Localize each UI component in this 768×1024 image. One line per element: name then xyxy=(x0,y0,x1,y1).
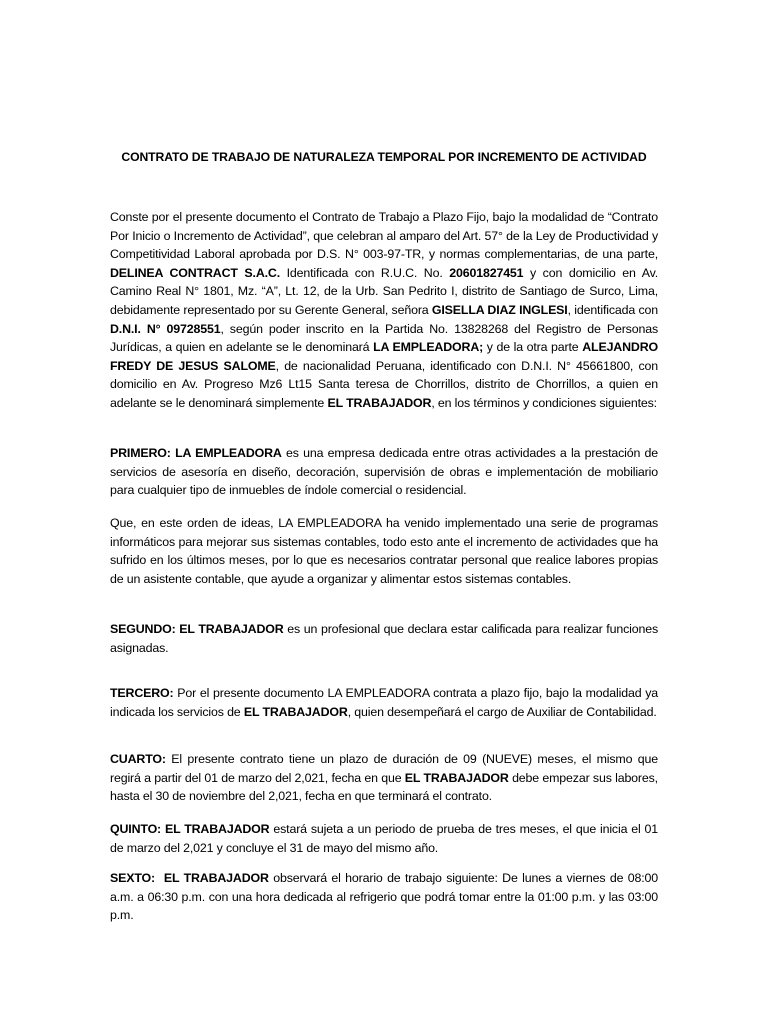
contract-title: CONTRATO DE TRABAJO DE NATURALEZA TEMPORAL POR INCREMENTO DE ACTIVIDAD xyxy=(121,150,647,164)
clause-segundo-text: es un profesional que declara estar calificada para realizar funciones asignadas. xyxy=(110,622,658,655)
clause-quinto-worker: EL TRABAJADOR xyxy=(164,822,270,836)
manager-name: GISELLA DIAZ INGLESI xyxy=(431,302,568,317)
clause-quinto-label: QUINTO: xyxy=(110,822,162,836)
intro-text-2: Identificada con R.U.C. No. xyxy=(280,265,450,280)
clause-tercero-worker: EL TRABAJADOR xyxy=(243,704,348,719)
clause-sexto-worker: EL TRABAJADOR xyxy=(163,871,269,885)
company-ruc: 20601827451 xyxy=(449,265,524,280)
clause-cuarto xyxy=(110,750,658,806)
clause-quinto xyxy=(110,820,658,857)
manager-dni: D.N.I. N° 09728551 xyxy=(110,321,221,336)
clause-tercero-text-2: , quien desempeñará el cargo de Auxiliar de Contabilidad. xyxy=(347,704,657,719)
paragraph-que: Que, en este orden de ideas, LA EMPLEADORA ha venido implementado una serie de programas informáticos para mejorar sus sistemas contables, todo esto ante el incremento de actividades que ha sufrido en los últimos meses, por lo que es necesarios contratar personal que realice labores propias de un asistente contable, que ayude a organizar y alimentar estos sistemas contables. xyxy=(110,516,658,586)
intro-text-5: , según poder inscrito en la Partida No. 13828268 del Registro de Personas Jurídicas, a quien en adelante se le denominará xyxy=(110,321,658,355)
clause-cuarto-text-1: El presente contrato tiene un plazo de duración de 09 (NUEVE) meses, el mismo que regirá a partir del 01 de marzo del 2,021, fecha en que xyxy=(110,752,658,785)
clause-quinto-text: estará sujeta a un periodo de prueba de tres meses, el que inicia el 01 de marzo del 2,021 y concluye el 31 de mayo del mismo año. xyxy=(110,822,658,855)
clause-primero-employer: LA EMPLEADORA xyxy=(175,446,282,460)
clause-primero-label: PRIMERO: xyxy=(110,446,171,460)
intro-text-8: , en los términos y condiciones siguientes: xyxy=(431,395,657,410)
clause-segundo xyxy=(110,620,658,657)
clause-sexto-label: SEXTO: xyxy=(110,871,156,885)
clause-primero-text: es una empresa dedicada entre otras actividades a la prestación de servicios de asesoría en diseño, decoración, supervisión de obras e implementación de mobiliario para cualquier tipo de inmuebles de índole comercial o residencial. xyxy=(110,446,659,498)
intro-text-4: , identificada con xyxy=(567,302,658,317)
intro-text-1: Conste por el presente documento el Contrato de Trabajo a Plazo Fijo, bajo la modalidad de “Contrato Por Inicio o Incremento de Actividad”, que celebran al amparo del Art. 57° de la Ley de Productividad y Competitividad Laboral aprobada por D.S. N° 003-97-TR, y normas complementarias, de una parte, xyxy=(110,210,658,262)
clause-cuarto-label: CUARTO: xyxy=(110,752,166,766)
company-name: DELINEA CONTRACT S.A.C. xyxy=(110,265,280,280)
intro-paragraph xyxy=(110,208,658,413)
employer-term: LA EMPLEADORA; xyxy=(373,340,484,355)
clause-segundo-worker: EL TRABAJADOR xyxy=(179,622,284,636)
intro-text-7: , de nacionalidad Peruana, identificado con D.N.I. N° 45661800, con domicilio en Av. Progreso Mz6 Lt15 Santa teresa de Chorrillos, distrito de Chorrillos, a quien en adelante se le denominará simplemente xyxy=(110,358,658,410)
worker-name: ALEJANDRO FREDY DE JESUS SALOME xyxy=(110,340,658,373)
intro-text-3: y con domicilio en Av. Camino Real N° 1801, Mz. “A”, Lt. 12, de la Urb. San Pedrito I, distrito de Santiago de Surco, Lima, debidamente representado por su Gerente General, señora xyxy=(110,265,658,317)
clause-tercero-label: TERCERO: xyxy=(110,686,174,700)
clause-cuarto-text-2: debe empezar sus labores, hasta el 30 de noviembre del 2,021, fecha en que terminará el contrato. xyxy=(110,770,658,804)
clause-segundo-label: SEGUNDO: xyxy=(110,622,176,636)
clause-tercero-text-1: Por el presente documento LA EMPLEADORA contrata a plazo fijo, bajo la modalidad ya indicada los servicios de xyxy=(110,686,658,719)
intro-text-6: y de la otra parte xyxy=(483,340,583,355)
clause-sexto-text: observará el horario de trabajo siguiente: De lunes a viernes de 08:00 a.m. a 06:30 p.m. con una hora dedicada al refrigerio que podrá tomar entre la 01:00 p.m. y las 03:00 p.m. xyxy=(110,871,659,923)
worker-term: EL TRABAJADOR xyxy=(327,395,432,410)
clause-primero xyxy=(110,444,658,500)
clause-sexto xyxy=(110,869,658,925)
clause-tercero xyxy=(110,684,658,721)
clause-cuarto-worker: EL TRABAJADOR xyxy=(404,770,509,785)
